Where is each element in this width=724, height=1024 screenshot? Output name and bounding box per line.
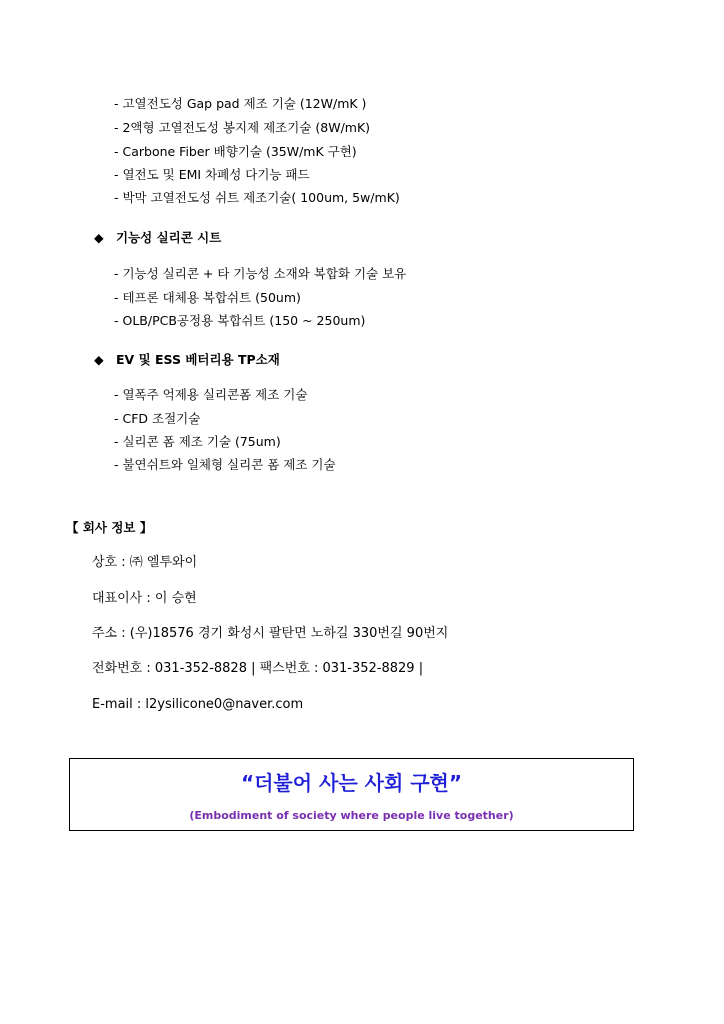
slogan-english: (Embodiment of society where people live together) <box>189 809 514 822</box>
tech-item: - OLB/PCB공정용 복합쉬트 (150 ~ 250um) <box>114 313 366 328</box>
tech-item: - CFD 조절기술 <box>114 411 201 426</box>
bullet-heading-ev-ess <box>94 352 280 368</box>
tech-item: - 열전도 및 EMI 차폐성 다기능 패드 <box>114 167 310 182</box>
tech-item: - 고열전도성 Gap pad 제조 기술 (12W/mK ) <box>114 96 367 111</box>
bullet-heading-silicone-sheet <box>94 230 221 246</box>
company-address: 주소 : (우)18576 경기 화성시 팔탄면 노하길 330번길 90번지 <box>92 626 449 641</box>
tech-item: - 실리콘 폼 제조 기술 (75um) <box>114 434 281 449</box>
diamond-bullet-icon: ◆ <box>94 230 104 245</box>
bullet-heading-text: 기능성 실리콘 시트 <box>116 230 222 245</box>
slogan-box <box>69 758 634 831</box>
tech-item: - 기능성 실리콘 + 타 기능성 소재와 복합화 기술 보유 <box>114 266 407 281</box>
slogan-korean: “더불어 사는 사회 구현” <box>240 771 463 795</box>
company-phone-fax: 전화번호 : 031-352-8828 | 팩스번호 : 031-352-8829 | <box>92 661 424 676</box>
bullet-heading-text: EV 및 ESS 베터리용 TP소재 <box>116 352 280 367</box>
diamond-bullet-icon: ◆ <box>94 352 104 367</box>
tech-item: - 박막 고열전도성 쉬트 제조기술( 100um, 5w/mK) <box>114 190 400 205</box>
company-email: E-mail : l2ysilicone0@naver.com <box>92 697 304 712</box>
company-name: 상호 : ㈜ 엘투와이 <box>92 555 198 570</box>
tech-item: - 열폭주 억제용 실리콘폼 제조 기술 <box>114 387 308 402</box>
company-ceo: 대표이사 : 이 승현 <box>92 591 197 606</box>
tech-item: - Carbone Fiber 배향기술 (35W/mK 구현) <box>114 144 357 159</box>
tech-item: - 테프론 대체용 복합쉬트 (50um) <box>114 290 301 305</box>
tech-item: - 2액형 고열전도성 봉지제 제조기술 (8W/mK) <box>114 120 371 135</box>
company-section-title: 【 회사 정보 】 <box>66 520 153 535</box>
tech-item: - 불연쉬트와 일체형 실리콘 폼 제조 기술 <box>114 457 336 472</box>
